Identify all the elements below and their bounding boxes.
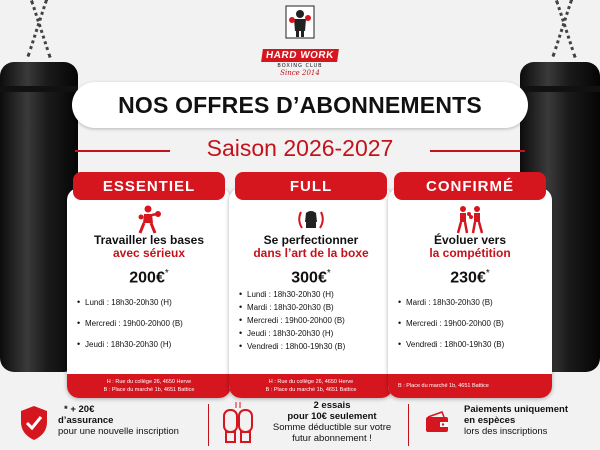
offer-card-confirme xyxy=(388,177,552,398)
insurance-amount: * + 20€ xyxy=(64,404,95,415)
offer-addresses xyxy=(388,374,552,398)
offer-title-highlight: dans l’art de la boxe xyxy=(253,246,369,260)
logo-since: Since 2014 xyxy=(280,69,320,77)
page-title-box xyxy=(72,82,528,128)
trial-price: pour 10€ seulement xyxy=(287,411,377,422)
offer-schedule xyxy=(77,298,225,349)
offer-price xyxy=(388,268,552,287)
schedule-item: • Jeudi : 18h30-20h30 (H) xyxy=(239,329,387,338)
schedule-item: • Mercredi : 19h00-20h00 (B) xyxy=(77,319,225,328)
address-line: H : Rue du collège 26, 4650 Herve xyxy=(106,379,192,385)
payment-note: lors des inscriptions xyxy=(464,426,548,437)
offer-title-main: Travailler les bases xyxy=(93,233,205,247)
trial-info xyxy=(262,400,402,444)
offer-title xyxy=(229,234,393,260)
offer-addresses xyxy=(67,374,231,398)
insurance-line xyxy=(58,415,179,426)
trial-line xyxy=(262,411,402,422)
wallet-icon xyxy=(424,410,452,434)
sparring-icon xyxy=(455,204,485,234)
schedule-item: • Mardi : 18h30-20h30 (B) xyxy=(398,298,546,307)
shield-check-icon xyxy=(18,404,50,442)
logo-club: BOXING CLUB xyxy=(277,63,323,69)
insurance-condition: pour une nouvelle inscription xyxy=(58,426,179,437)
offer-price-value: 230€ xyxy=(450,269,486,287)
offer-price-mark: * xyxy=(164,268,169,279)
offer-title-main: Se perfectionner xyxy=(263,233,359,247)
offer-schedule xyxy=(239,290,387,351)
offer-price-mark: * xyxy=(485,268,490,279)
trial-line xyxy=(262,400,402,411)
schedule-item: • Mercredi : 19h00-20h00 (B) xyxy=(239,316,387,325)
offer-card-full xyxy=(229,177,393,398)
address-line: B : Place du marché 1b, 4651 Battice xyxy=(103,387,195,393)
page-title: NOS OFFRES D’ABONNEMENTS xyxy=(118,91,482,118)
offer-title-highlight: la compétition xyxy=(429,246,511,260)
schedule-item: • Lundi : 18h30-20h30 (H) xyxy=(239,290,387,299)
offer-price xyxy=(67,268,231,287)
schedule-item: • Mardi : 18h30-20h30 (B) xyxy=(239,303,387,312)
offer-name: FULL xyxy=(235,172,387,200)
trial-count: 2 essais xyxy=(313,400,351,411)
offer-title xyxy=(388,234,552,260)
offer-name: CONFIRMÉ xyxy=(394,172,546,200)
offer-schedule xyxy=(398,298,546,349)
schedule-item: • Mercredi : 19h00-20h00 (B) xyxy=(398,319,546,328)
address-line: B : Place du marché 1b, 4651 Battice xyxy=(265,387,357,393)
offer-title-highlight: avec sérieux xyxy=(112,246,186,260)
offer-title xyxy=(67,234,231,260)
trial-note: futur abonnement ! xyxy=(292,433,372,444)
payment-info xyxy=(464,404,594,437)
info-divider xyxy=(208,404,209,446)
offer-price-value: 200€ xyxy=(129,269,165,287)
insurance-line xyxy=(58,404,179,415)
address-line: H : Rue du collège 26, 4650 Herve xyxy=(268,379,354,385)
schedule-item: • Lundi : 18h30-20h30 (H) xyxy=(77,298,225,307)
boxing-gloves-icon xyxy=(220,400,256,446)
schedule-item: • Vendredi : 18h00-19h30 (B) xyxy=(398,340,546,349)
payment-line xyxy=(464,415,594,426)
season-subtitle: Saison 2026-2027 xyxy=(206,135,394,161)
schedule-item: • Vendredi : 18h00-19h30 (B) xyxy=(239,342,387,351)
logo-name: HARD WORK xyxy=(261,49,339,62)
payment-rule: Paiements uniquement xyxy=(464,404,568,415)
offer-name: ESSENTIEL xyxy=(73,172,225,200)
trial-note: Somme déductible sur votre xyxy=(272,422,392,433)
insurance-label: d’assurance xyxy=(58,415,114,426)
offer-title-main: Évoluer vers xyxy=(433,233,507,247)
payment-line xyxy=(464,404,594,415)
offer-card-essentiel xyxy=(67,177,231,398)
glove-laurel-icon xyxy=(296,204,326,234)
club-logo xyxy=(255,5,345,77)
payment-method: en espèces xyxy=(464,415,516,426)
boxer-logo-icon xyxy=(285,5,315,39)
offer-price-mark: * xyxy=(326,268,331,279)
address-line: B : Place du marché 1b, 4651 Battice xyxy=(398,383,489,389)
boxer-icon xyxy=(134,204,164,234)
info-divider xyxy=(408,404,409,446)
offer-price xyxy=(229,268,393,287)
offer-addresses xyxy=(229,374,393,398)
offer-price-value: 300€ xyxy=(291,269,327,287)
insurance-info xyxy=(58,404,179,437)
schedule-item: • Jeudi : 18h30-20h30 (H) xyxy=(77,340,225,349)
